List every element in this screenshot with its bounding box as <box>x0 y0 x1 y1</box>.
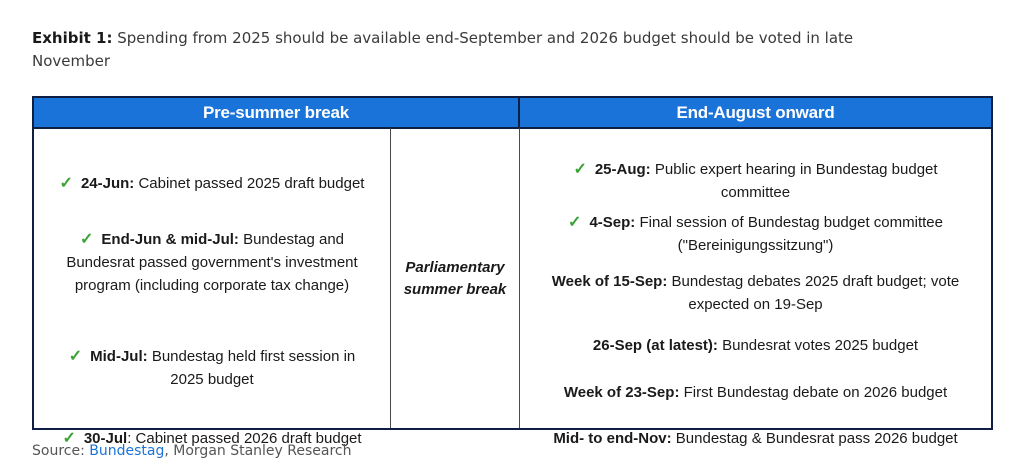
timeline-item <box>520 427 991 450</box>
item-text: ("Bereinigungssitzung") <box>677 237 834 254</box>
item-text: First Bundestag debate on 2026 budget <box>683 384 948 401</box>
item-date: 30-Jul <box>83 430 128 447</box>
exhibit-text: Spending from 2025 should be available end-September and 2026 budget should be voted in late November <box>32 29 854 70</box>
source-line <box>32 443 352 459</box>
item-date: Mid-Jul: <box>90 348 148 365</box>
item-date: 24-Jun: <box>80 175 135 192</box>
item-text: Bundesrat votes 2025 budget <box>722 337 919 354</box>
exhibit-title <box>32 27 932 73</box>
pre-summer-column <box>34 127 391 447</box>
item-text: 2025 budget <box>170 371 254 388</box>
timeline-item <box>34 172 390 195</box>
summer-break-line: Parliamentary <box>405 258 505 276</box>
check-icon: ✓ <box>573 161 587 178</box>
item-text: program (including corporate tax change) <box>74 277 350 294</box>
item-date: Week of 23-Sep: <box>563 384 680 401</box>
timeline-item <box>520 334 991 357</box>
check-icon: ✓ <box>568 214 582 231</box>
source-link-bundestag[interactable]: Bundestag <box>89 443 165 459</box>
timeline-item <box>34 345 390 391</box>
source-rest: , Morgan Stanley Research <box>164 443 352 459</box>
item-text: : Cabinet passed 2026 draft budget <box>127 430 362 447</box>
item-date: 26-Sep (at latest): <box>592 337 718 354</box>
timeline-table <box>32 96 993 447</box>
header-end-august: End-August onward <box>520 98 991 127</box>
source-label: Source: <box>32 443 85 459</box>
item-date: 25-Aug: <box>594 161 651 178</box>
item-text: Bundestag and <box>243 231 344 248</box>
item-text: Public expert hearing in Bundestag budget <box>654 161 938 178</box>
item-date: Week of 15-Sep: <box>551 273 668 290</box>
exhibit-label: Exhibit 1: <box>32 29 113 47</box>
item-text: Cabinet passed 2025 draft budget <box>138 175 365 192</box>
header-pre-summer: Pre-summer break <box>34 98 520 127</box>
item-date: Mid- to end-Nov: <box>553 430 672 447</box>
item-text: Bundestag debates 2025 draft budget; vote <box>671 273 960 290</box>
check-icon: ✓ <box>68 348 83 365</box>
item-text: Final session of Bundestag budget committee <box>639 214 943 231</box>
check-icon: ✓ <box>59 175 73 192</box>
summer-break-label <box>391 129 519 428</box>
item-date: End-Jun & mid-Jul: <box>101 231 239 248</box>
item-text: Bundestag & Bundesrat pass 2026 budget <box>675 430 958 447</box>
item-text: expected on 19-Sep <box>688 296 823 313</box>
item-text: Bundestag held first session in <box>151 348 356 365</box>
check-icon: ✓ <box>62 430 76 447</box>
check-icon: ✓ <box>80 231 94 248</box>
item-date: 4-Sep: <box>589 214 636 231</box>
timeline-item <box>520 270 991 316</box>
timeline-item <box>34 228 390 297</box>
timeline-item <box>520 381 991 404</box>
timeline-item <box>520 211 991 257</box>
summer-break-column <box>391 127 520 428</box>
item-text: Bundesrat passed government's investment <box>66 254 358 271</box>
summer-break-line: summer break <box>403 280 507 298</box>
end-august-column <box>520 127 991 447</box>
timeline-item <box>520 158 991 204</box>
item-text: committee <box>720 184 791 201</box>
